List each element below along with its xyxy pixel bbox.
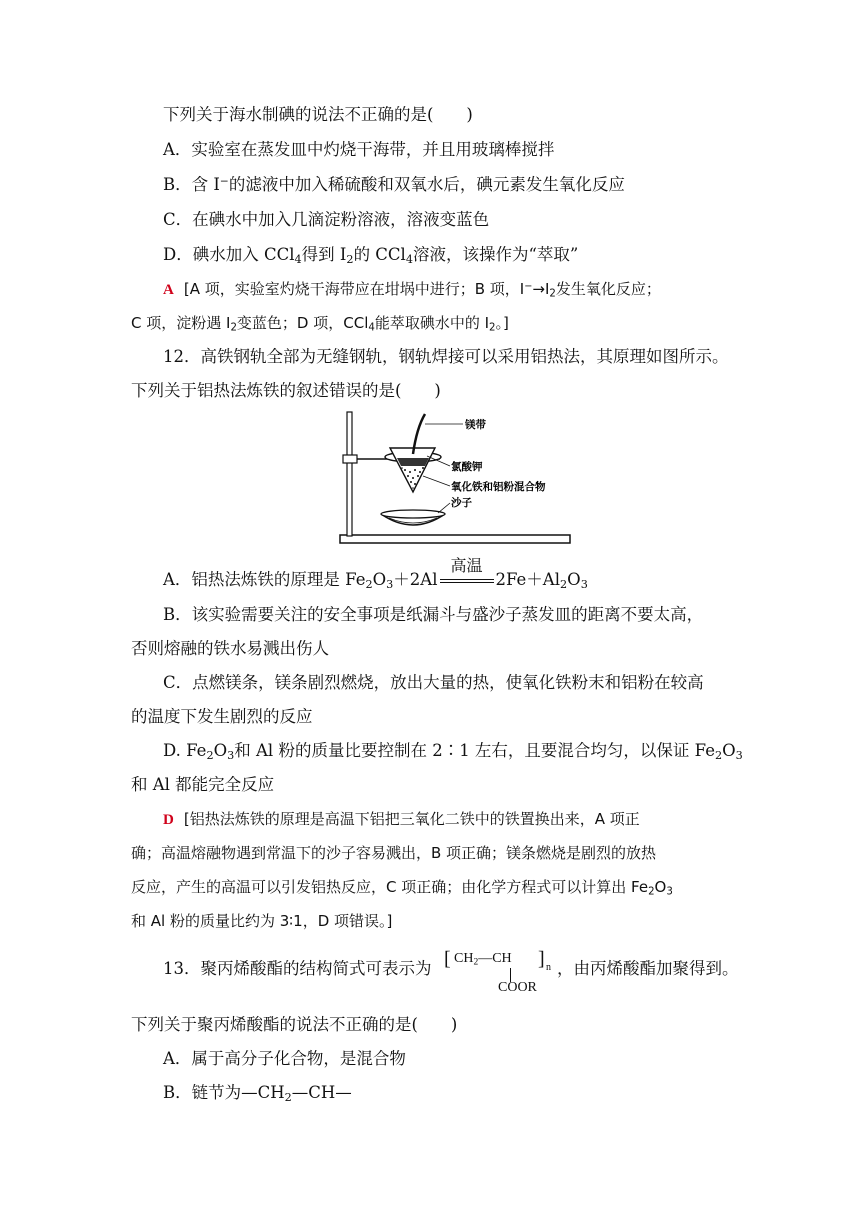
reaction-condition: 高温 [438,568,496,592]
thermite-apparatus-figure [335,410,575,550]
q11-option-c: C．在碘水中加入几滴淀粉溶液，溶液变蓝色 [163,210,490,229]
label-potassium-chlorate: 氯酸钾 [451,461,483,473]
stand-rod [347,412,352,536]
q11-answer-letter: A [163,282,174,298]
q12-stem-line1: 12．高铁钢轨全部为无缝钢轨，钢轨焊接可以采用铝热法，其原理如图所示。 [163,347,729,366]
q13-stem-line2: 下列关于聚丙烯酸酯的说法不正确的是( ) [131,1015,458,1034]
q12-answer-letter: D [163,812,174,828]
q12-stem-line2: 下列关于铝热法炼铁的叙述错误的是( ) [131,381,441,400]
bracket-right: ] [538,948,545,970]
q12-option-d-line2: 和 Al 都能完全反应 [131,775,275,794]
q11-option-a: A．实验室在蒸发皿中灼烧干海带，并且用玻璃棒搅拌 [163,140,555,159]
label-sand: 沙子 [451,497,472,509]
stand-base [340,535,570,543]
q13-stem-post: ，由丙烯酸酯加聚得到。 [557,959,739,978]
potassium-chlorate-layer [397,458,429,466]
q11-option-d: D．碘水加入 CCl$_4$得到 $I_2$的 CCl$_4$溶液，该操作为“萃取” [163,245,579,266]
q12-option-c-line2: 的温度下发生剧烈的反应 [131,707,313,726]
q12-answer-line4: 和 Al 粉的质量比约为 3∶1，D 项错误。] [131,912,393,930]
q11-option-b: B．含 I−的滤液中加入稀硫酸和双氧水后，碘元素发生氧化反应 [163,174,625,194]
q12-option-b-line2: 否则熔融的铁水易溅出伤人 [131,639,329,658]
paper-funnel [390,448,435,492]
polyacrylate-structure: [ $CH_2—CH$ ] n COOR [444,948,551,995]
q12-answer-line2: 确；高温熔融物遇到常温下的沙子容易溅出，B 项正确；镁条燃烧是剧烈的放热 [131,844,657,862]
q11-answer-line1: A [A 项，实验室灼烧干海带应在坩埚中进行；B 项，$I^-\to I_2$发生氧化反应； [163,280,661,300]
q13-stem-pre: 13．聚丙烯酸酯的结构简式可表示为 [163,959,432,978]
q12-option-a: A．铝热法炼铁的原理是 $Fe_2O_3+2Al$ 高温 $2Fe+Al_2O_3$ [163,556,588,591]
q11-answer-line2: C 项，淀粉遇 $I_2$变蓝色；D 项，CCl$_4$能萃取碘水中的 $I_2$。] [131,314,509,334]
label-magnesium-ribbon: 镁带 [465,419,486,431]
q11-stem: 下列关于海水制碘的说法不正确的是( ) [163,105,473,124]
q12-option-b-line1: B．该实验需要关注的安全事项是纸漏斗与盛沙子蒸发皿的距离不要太高， [163,605,704,624]
q12-option-c-line1: C．点燃镁条，镁条剧烈燃烧，放出大量的热，使氧化铁粉末和铝粉在较高 [163,673,704,692]
q12-answer-line3: 反应，产生的高温可以引发铝热反应，C 项正确；由化学方程式可以计算出 $Fe_2O_3$ [131,878,673,898]
q13-option-a: A．属于高分子化合物，是混合物 [163,1049,406,1068]
label-mixture: 氧化铁和铝粉混合物 [451,481,546,493]
bracket-left: [ [444,948,451,970]
q12-option-d-line1: D. $Fe_2O_3$和 Al 粉的质量比要控制在 2∶1 左右，且要混合均匀，以保证 $Fe_2O_3$ [163,741,743,762]
q13-option-b: B．链节为$—CH_2—CH—$ [163,1083,352,1104]
q12-answer-line1: D [铝热法炼铁的原理是高温下铝把三氧化二铁中的铁置换出来，A 项正 [163,810,640,828]
